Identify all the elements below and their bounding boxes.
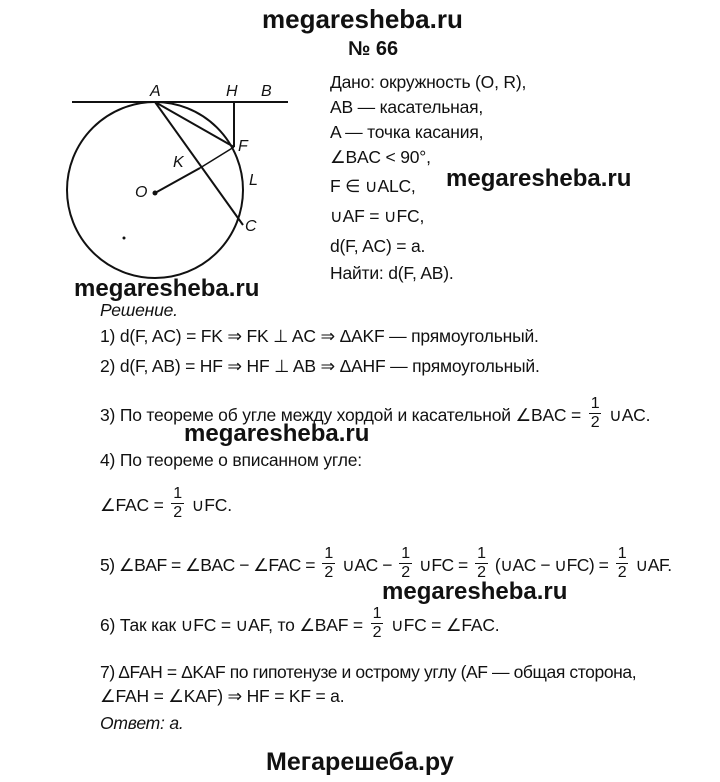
fraction-half: $\frac{1}{2}$ xyxy=(173,485,182,521)
label-k: K xyxy=(173,154,184,171)
given-line-4: ∠BAC < 90°, xyxy=(330,147,431,167)
given-line-2: AB — касательная, xyxy=(330,97,484,117)
watermark-middle: megaresheba.ru xyxy=(184,420,370,447)
watermark-right: megaresheba.ru xyxy=(446,165,632,192)
answer: Ответ: a. xyxy=(100,713,184,733)
watermark-left: megaresheba.ru xyxy=(74,275,260,302)
chord-ac xyxy=(155,102,243,225)
segment-af xyxy=(155,102,234,147)
fraction-half: $\frac{1}{2}$ xyxy=(372,605,382,641)
watermark-lower: megaresheba.ru xyxy=(382,578,568,605)
center-point xyxy=(153,191,158,196)
solution-step-4b: ∠FAC = $\frac{1}{2}$ ∪FC. xyxy=(100,485,232,521)
solution-step-7-line-2: ∠FAH = ∠KAF) ⇒ HF = KF = a. xyxy=(100,686,345,706)
solution-step-1: 1) d(F, AC) = FK ⇒ FK ⊥ AC ⇒ ΔAKF — прямоугольный. xyxy=(100,326,539,346)
fraction-half: $\frac{1}{2}$ xyxy=(590,395,600,431)
label-l: L xyxy=(249,172,258,189)
solution-heading: Решение. xyxy=(100,300,178,320)
fraction-half: $\frac{1}{2}$ xyxy=(477,545,486,581)
fraction-half: $\frac{1}{2}$ xyxy=(324,545,333,581)
problem-number: № 66 xyxy=(348,38,399,60)
given-line-3: A — точка касания, xyxy=(330,122,484,142)
label-a: A xyxy=(150,83,161,100)
fraction-half: $\frac{1}{2}$ xyxy=(617,545,627,581)
watermark-footer: Мегарешеба.ру xyxy=(266,748,454,776)
segment-ok xyxy=(155,168,200,193)
fraction-half: $\frac{1}{2}$ xyxy=(401,545,410,581)
watermark-top: megaresheba.ru xyxy=(262,4,463,34)
step3-arc: ∪AC. xyxy=(609,405,651,426)
step3-text: 3) По теореме об угле между хордой и касательной ∠BAC = xyxy=(100,405,582,426)
solution-step-2: 2) d(F, AB) = HF ⇒ HF ⊥ AB ⇒ ΔAHF — прямоугольный. xyxy=(100,356,540,376)
given-line-7: d(F, AC) = a. xyxy=(330,236,426,256)
circle xyxy=(67,102,243,278)
label-c: C xyxy=(245,218,257,235)
given-line-1: Дано: окружность (O, R), xyxy=(330,72,527,92)
given-line-5: F ∈ ∪ALC, xyxy=(330,176,416,196)
label-o: O xyxy=(135,184,148,201)
label-h: H xyxy=(226,83,238,100)
solution-step-5: 5) ∠BAF = ∠BAC − ∠FAC = $\frac{1}{2}$ ∪AC − $\frac{1}{2}$ ∪FC = $\frac{1}{2}$ (∪AC − ∪FC) = $\frac{1}{2}$ ∪AF. xyxy=(100,545,672,581)
given-line-6: ∪AF = ∪FC, xyxy=(330,206,425,226)
solution-step-7-line-1: 7) ΔFAH = ΔKAF по гипотенузе и острому углу (AF — общая сторона, xyxy=(100,662,637,682)
solution-step-3 xyxy=(100,395,651,431)
given-line-8: Найти: d(F, AB). xyxy=(330,263,454,283)
label-b: B xyxy=(261,83,272,100)
solution-step-4: 4) По теореме о вписанном угле: xyxy=(100,450,362,470)
label-f: F xyxy=(238,138,248,155)
segment-kf xyxy=(200,147,234,168)
solution-step-6: 6) Так как ∪FC = ∪AF, то ∠BAF = $\frac{1}{2}$ ∪FC = ∠FAC. xyxy=(100,605,500,641)
geometry-figure xyxy=(60,75,330,290)
